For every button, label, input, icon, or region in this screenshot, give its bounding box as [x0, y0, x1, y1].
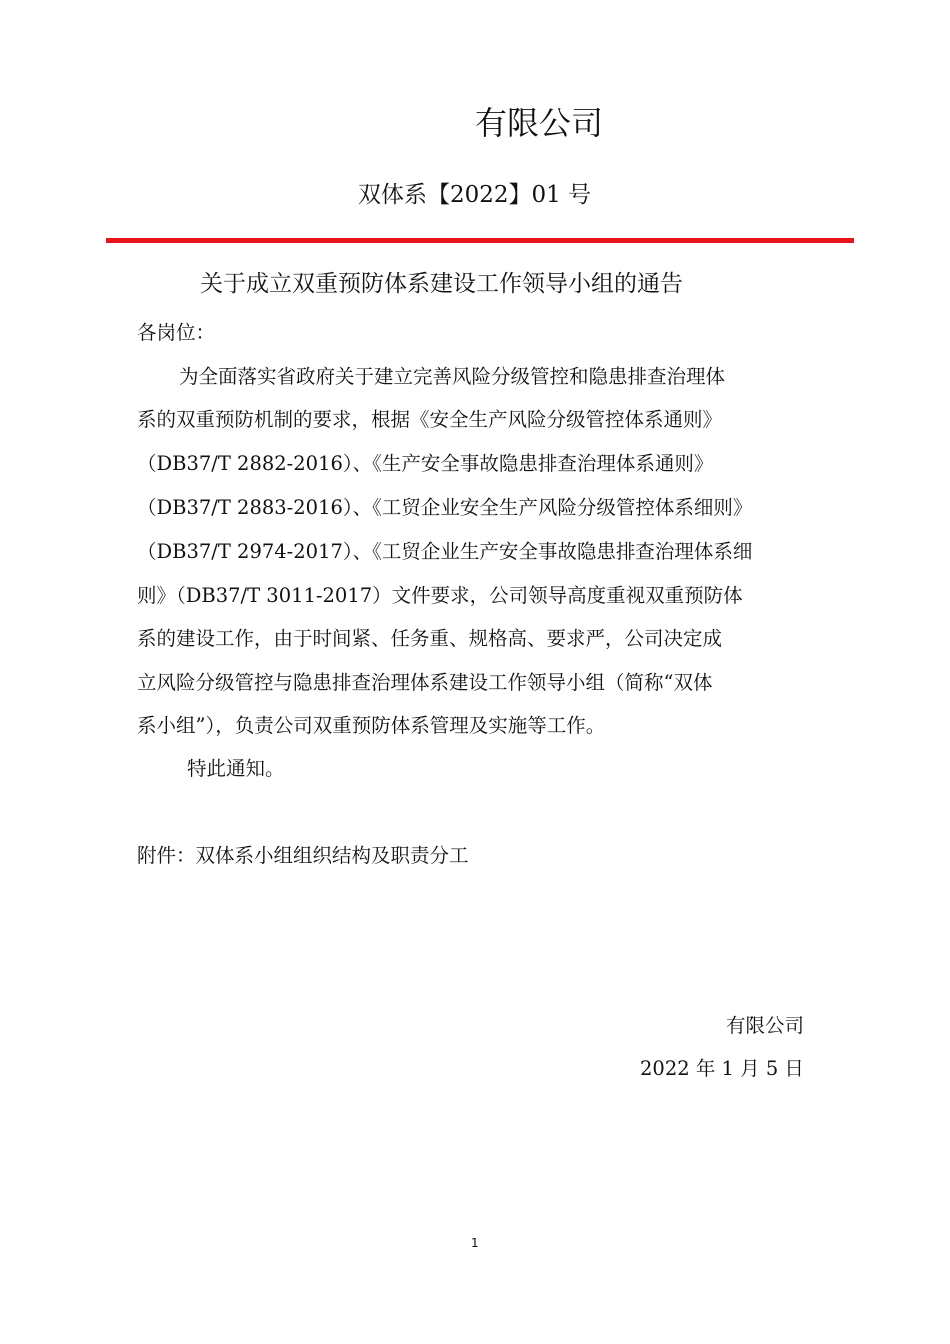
notice-title: 关于成立双重预防体系建设工作领导小组的通告 [200, 271, 683, 297]
body-line: 为全面落实省政府关于建立完善风险分级管控和隐患排查治理体 [179, 365, 726, 388]
body-line: 立风险分级管控与隐患排查治理体系建设工作领导小组（简称“双体 [137, 671, 713, 694]
document-number: 双体系【2022】01 号 [358, 182, 592, 208]
attachment-note: 附件：双体系小组组织结构及职责分工 [137, 844, 469, 867]
body-line: 系的双重预防机制的要求，根据《安全生产风险分级管控体系通则》 [137, 408, 723, 431]
salutation: 各岗位： [137, 321, 216, 344]
page-number: 1 [471, 1236, 479, 1250]
body-line: 系的建设工作，由于时间紧、任务重、规格高、要求严，公司决定成 [137, 627, 723, 650]
body-line: 则》（DB37/T 3011-2017）文件要求，公司领导高度重视双重预防体 [137, 584, 743, 607]
body-line: 系小组”），负责公司双重预防体系管理及实施等工作。 [137, 714, 606, 737]
company-header: 有限公司 [475, 104, 604, 142]
body-line: （DB37/T 2882-2016）、《生产安全事故隐患排查治理体系通则》 [137, 452, 714, 475]
signature-company: 有限公司 [726, 1014, 805, 1037]
signature-date: 2022 年 1 月 5 日 [640, 1057, 804, 1080]
body-line: （DB37/T 2974-2017）、《工贸企业生产安全事故隐患排查治理体系细 [137, 540, 753, 563]
closing-remark: 特此通知。 [187, 757, 285, 780]
red-divider-rule [106, 238, 854, 243]
body-line: （DB37/T 2883-2016）、《工贸企业安全生产风险分级管控体系细则》 [137, 496, 753, 519]
